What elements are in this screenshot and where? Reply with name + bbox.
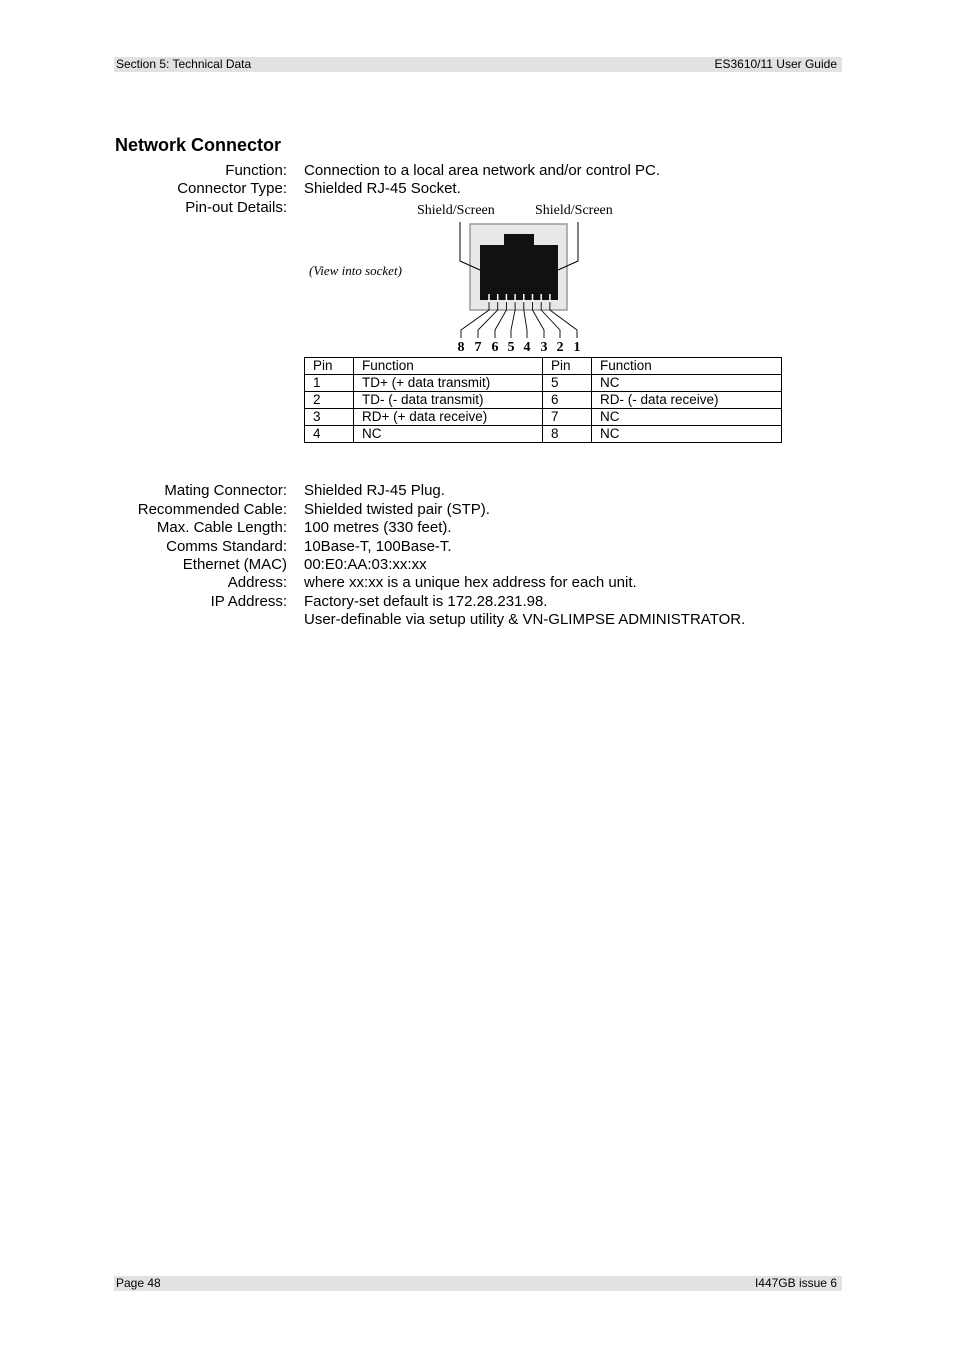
issue-number: I447GB issue 6 bbox=[754, 1276, 837, 1290]
spec-label: Address: bbox=[227, 574, 287, 591]
table-row bbox=[305, 409, 782, 426]
spec-label: IP Address: bbox=[210, 593, 287, 610]
table-header: Function bbox=[354, 358, 543, 375]
spec-value: 10Base-T, 100Base-T. bbox=[304, 538, 452, 555]
spec-value: where xx:xx is a unique hex address for each unit. bbox=[304, 574, 637, 591]
spec-label: Mating Connector: bbox=[164, 482, 287, 499]
spec-value: Connection to a local area network and/or control PC. bbox=[304, 162, 661, 179]
table-cell: RD- (- data receive) bbox=[592, 392, 782, 409]
table-cell: RD+ (+ data receive) bbox=[354, 409, 543, 426]
page-header bbox=[114, 57, 842, 72]
spec-label: Max. Cable Length: bbox=[156, 519, 287, 536]
shield-label-left: Shield/Screen bbox=[417, 203, 495, 218]
spec-label: Function: bbox=[225, 162, 287, 179]
spec-row-ip-address bbox=[0, 592, 954, 611]
table-cell: 8 bbox=[543, 426, 592, 443]
spec-row-address bbox=[0, 573, 954, 592]
spec-row-ethernet-mac bbox=[0, 555, 954, 574]
spec-row-comms-standard bbox=[0, 537, 954, 556]
table-row bbox=[305, 392, 782, 409]
spec-value: 00:E0:AA:03:xx:xx bbox=[304, 556, 427, 573]
view-note: (View into socket) bbox=[309, 263, 402, 278]
rj45-socket-diagram bbox=[304, 198, 624, 355]
spec-label: Ethernet (MAC) bbox=[182, 556, 287, 573]
spec-row-ip-note bbox=[0, 610, 954, 629]
spec-row-mating-connector bbox=[0, 481, 954, 500]
spec-value: Factory-set default is 172.28.231.98. bbox=[304, 593, 548, 610]
table-cell: 6 bbox=[543, 392, 592, 409]
spec-row-max-cable-length bbox=[0, 518, 954, 537]
pin-number: 8 bbox=[457, 340, 465, 355]
table-cell: 7 bbox=[543, 409, 592, 426]
spec-value: Shielded twisted pair (STP). bbox=[304, 501, 490, 518]
pin-table bbox=[304, 357, 782, 443]
spec-value: Shielded RJ-45 Plug. bbox=[304, 482, 445, 499]
table-cell: 1 bbox=[305, 375, 354, 392]
table-cell: 2 bbox=[305, 392, 354, 409]
table-header: Pin bbox=[305, 358, 354, 375]
page-number: Page 48 bbox=[116, 1276, 161, 1290]
table-header: Pin bbox=[543, 358, 592, 375]
page-footer bbox=[114, 1276, 842, 1291]
table-cell: NC bbox=[354, 426, 543, 443]
spec-label: Pin-out Details: bbox=[185, 199, 287, 216]
table-header-row bbox=[305, 358, 782, 375]
table-cell: 4 bbox=[305, 426, 354, 443]
pin-number: 6 bbox=[491, 340, 499, 355]
spec-label: Connector Type: bbox=[177, 180, 287, 197]
table-cell: 3 bbox=[305, 409, 354, 426]
pin-number: 3 bbox=[540, 340, 548, 355]
spec-row-function bbox=[0, 161, 954, 180]
pin-number-labels bbox=[458, 340, 581, 355]
pin-number: 7 bbox=[474, 340, 482, 355]
table-header: Function bbox=[592, 358, 782, 375]
page-title: Network Connector bbox=[115, 135, 282, 155]
section-title: Section 5: Technical Data bbox=[116, 57, 252, 71]
spec-row-connector-type bbox=[0, 179, 954, 198]
spec-value: 100 metres (330 feet). bbox=[304, 519, 452, 536]
guide-title: ES3610/11 User Guide bbox=[714, 57, 837, 71]
pin-number: 1 bbox=[573, 340, 581, 355]
table-cell: NC bbox=[592, 375, 782, 392]
table-row bbox=[305, 426, 782, 443]
pin-number: 4 bbox=[523, 340, 531, 355]
spec-value: Shielded RJ-45 Socket. bbox=[304, 180, 461, 197]
pin-number: 5 bbox=[507, 340, 515, 355]
spec-row-recommended-cable bbox=[0, 500, 954, 519]
table-row bbox=[305, 375, 782, 392]
spec-value: User-definable via setup utility & VN-GLIMPSE ADMINISTRATOR. bbox=[304, 611, 746, 628]
pin-number: 2 bbox=[556, 340, 564, 355]
table-cell: NC bbox=[592, 426, 782, 443]
table-cell: 5 bbox=[543, 375, 592, 392]
table-cell: TD- (- data transmit) bbox=[354, 392, 543, 409]
spec-label: Comms Standard: bbox=[166, 538, 287, 555]
table-cell: NC bbox=[592, 409, 782, 426]
shield-label-right: Shield/Screen bbox=[535, 203, 613, 218]
spec-label: Recommended Cable: bbox=[137, 501, 287, 518]
table-cell: TD+ (+ data transmit) bbox=[354, 375, 543, 392]
